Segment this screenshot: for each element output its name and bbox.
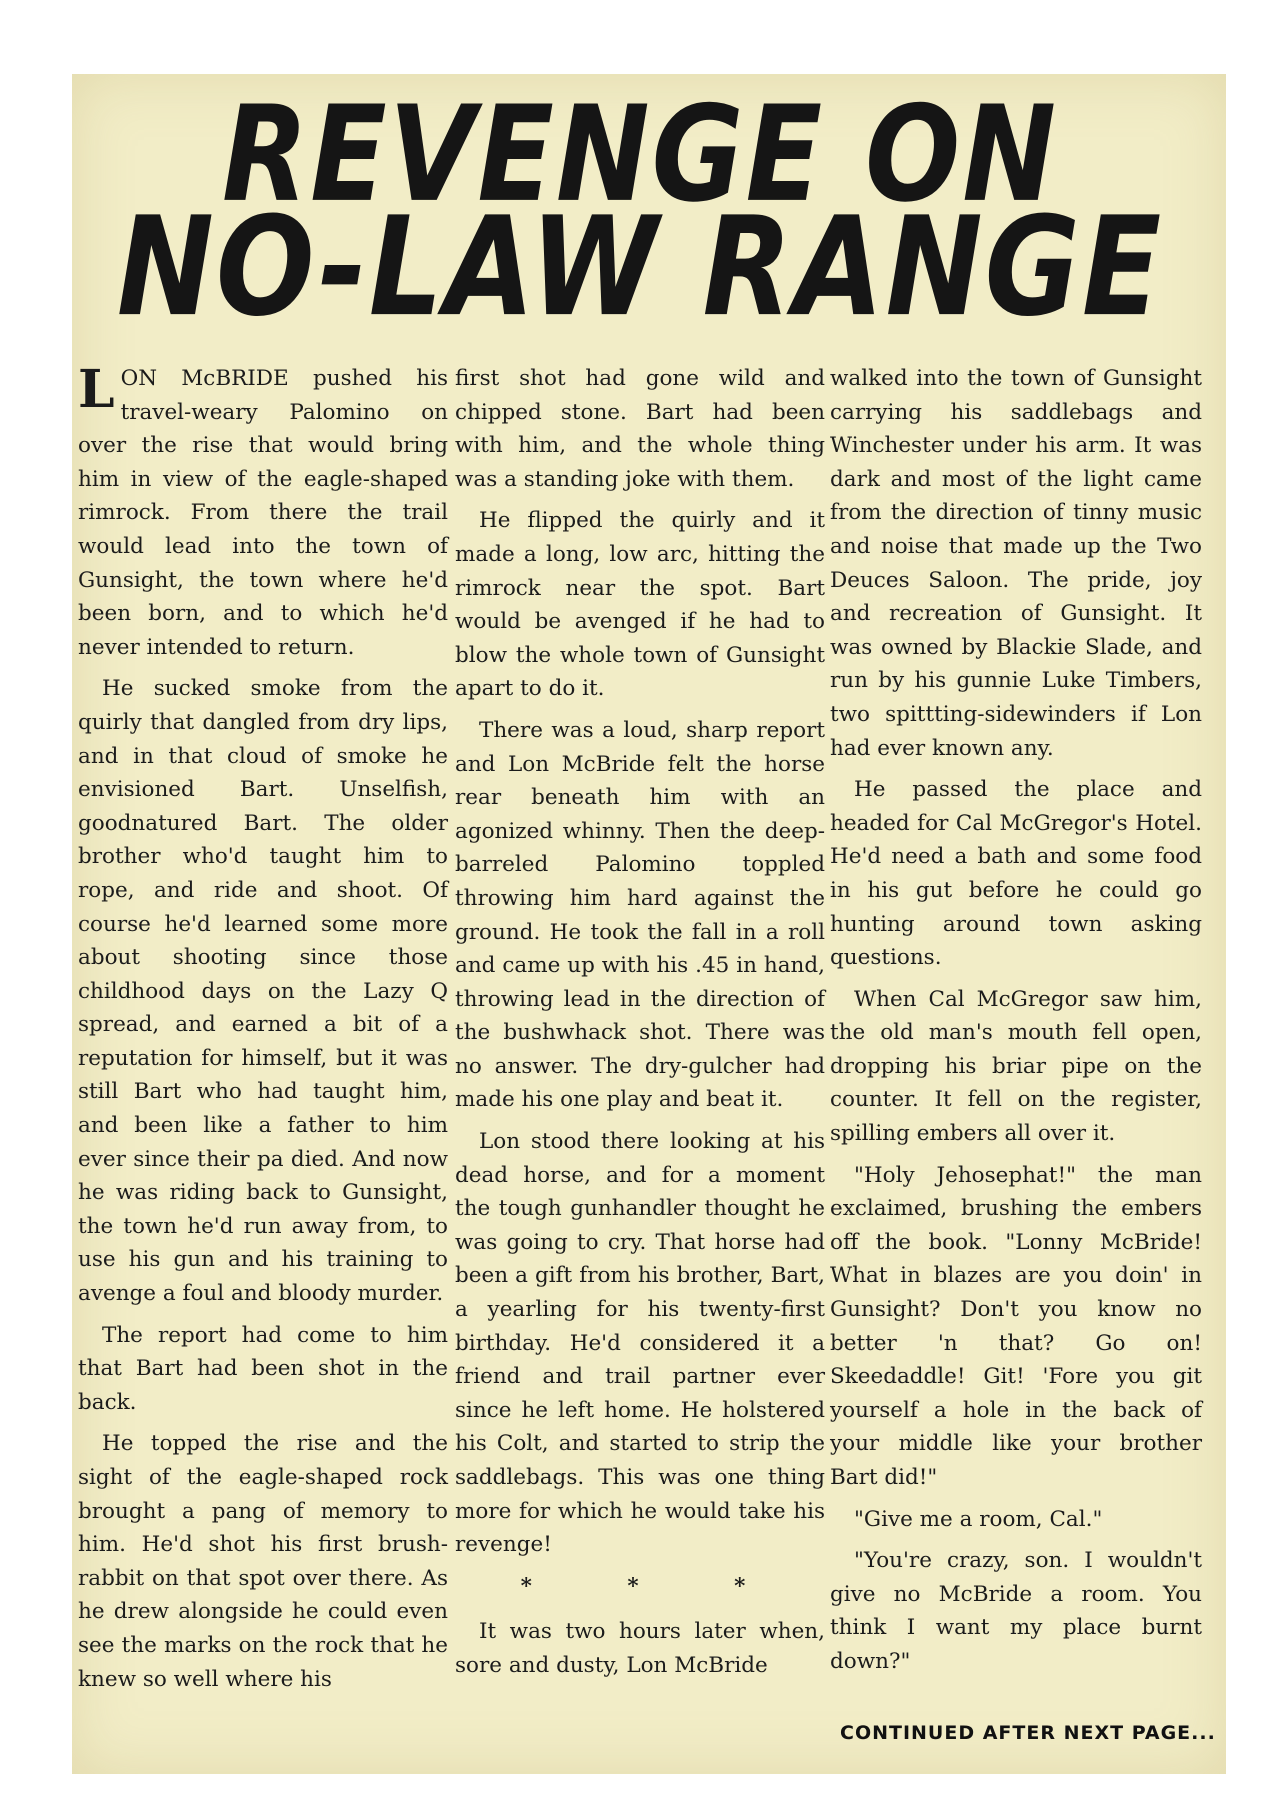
text-column-1 — [78, 359, 448, 1704]
paragraph: He topped the rise and the sight of the eagle-shaped rock brought a pang of memory to him. He'd shot his first brush-rabbit on that spot over there. As he drew alongside he could even see the marks on the rock that he knew so well where his — [78, 1431, 448, 1692]
paragraph: There was a loud, sharp report and Lon McBride felt the horse rear beneath him with an agonized whinny. Then the deep-barreled Palomino toppled throwing him hard against the ground. He took the fall in a roll and came up with his .45 in hand, throwing lead in the direction of the bushwhack shot. There was no answer. The dry-gulcher had made his one play and beat it. — [455, 717, 825, 1113]
paragraph: He sucked smoke from the quirly that dangled from dry lips, and in that cloud of smoke he envisioned Bart. Unselfish, goodnatured Bart. The older brother who'd taught him to rope, and ride and shoot. Of course he'd learned some more about shooting since those childhood days on the Lazy Q spread, and earned a bit of a reputation for himself, but it was still Bart who had taught him, and been like a father to him ever since their pa died. And now he was riding back to Gunsight, the town he'd run away from, to use his gun and his training to avenge a foul and bloody murder. — [78, 676, 448, 1307]
paragraph: He passed the place and headed for Cal McGregor's Hotel. He'd need a bath and some food in his gut before he could go hunting around town asking questions. — [830, 777, 1202, 971]
paragraph: first shot had gone wild and chipped stone. Bart had been with him, and the whole thing was a standing joke with them. — [455, 366, 825, 492]
text-column-2 — [455, 362, 825, 1691]
paragraph: The report had come to him that Bart had been shot in the back. — [78, 1322, 448, 1415]
text-column-3 — [830, 362, 1202, 1687]
paragraph: walked into the town of Gunsight carrying his saddlebags and Winchester under his arm. It was dark and most of the light came from the direction of tinny music and noise that made up the Two Deuces Saloon. The pride, joy and recreation of Gunsight. It was owned by Blackie Slade, and run by his gunnie Luke Timbers, two spittting-sidewinders if Lon had ever known any. — [830, 366, 1202, 761]
paragraph: It was two hours later when, sore and dusty, Lon McBride — [455, 1619, 825, 1678]
paragraph: "Holy Jehosephat!" the man exclaimed, brushing the embers off the book. "Lonny McBride! What in blazes are you doin' in Gunsight? Don't you know no better 'n that? Go on! Skeedaddle! Git! 'Fore you git yourself a hole in the back of your middle like your brother Bart did!" — [830, 1162, 1202, 1490]
paragraph: He flipped the quirly and it made a long, low arc, hitting the rimrock near the spot. Bart would be avenged if he had to blow the whole town of Gunsight apart to do it. — [455, 508, 825, 702]
paragraph: "Give me a room, Cal." — [854, 1506, 1103, 1532]
paragraph: When Cal McGregor saw him, the old man's mouth fell open, dropping his briar pipe on the counter. It fell on the register, spilling embers all over it. — [830, 986, 1202, 1147]
paragraph: LON McBRIDE pushed his travel-weary Palomino on over the rise that would bring him in view of the eagle-shaped rimrock. From there the trail would lead into the town of Gunsight, the town where he'd been born, and to which he'd never intended to return. — [78, 359, 448, 660]
continued-notice: CONTINUED AFTER NEXT PAGE... — [840, 1722, 1216, 1744]
story-title-line-2: NO-LAW RANGE — [116, 187, 1164, 348]
paragraph: Lon stood there looking at his dead horse, and for a moment the tough gunhandler thought he was going to cry. That horse had been a gift from his brother, Bart, a yearling for his twenty-first birthday. He'd considered it a friend and trail partner ever since he left home. He holstered his Colt, and started to strip the saddlebags. This was one thing more for which he would take his revenge! — [455, 1129, 825, 1558]
drop-cap: L — [78, 359, 115, 420]
section-separator: * * * — [520, 1573, 790, 1599]
story-title-line-1: REVENGE ON — [221, 78, 1059, 232]
paragraph: "You're crazy, son. I wouldn't give no McBride a room. You think I want my place burnt down?" — [830, 1548, 1202, 1674]
